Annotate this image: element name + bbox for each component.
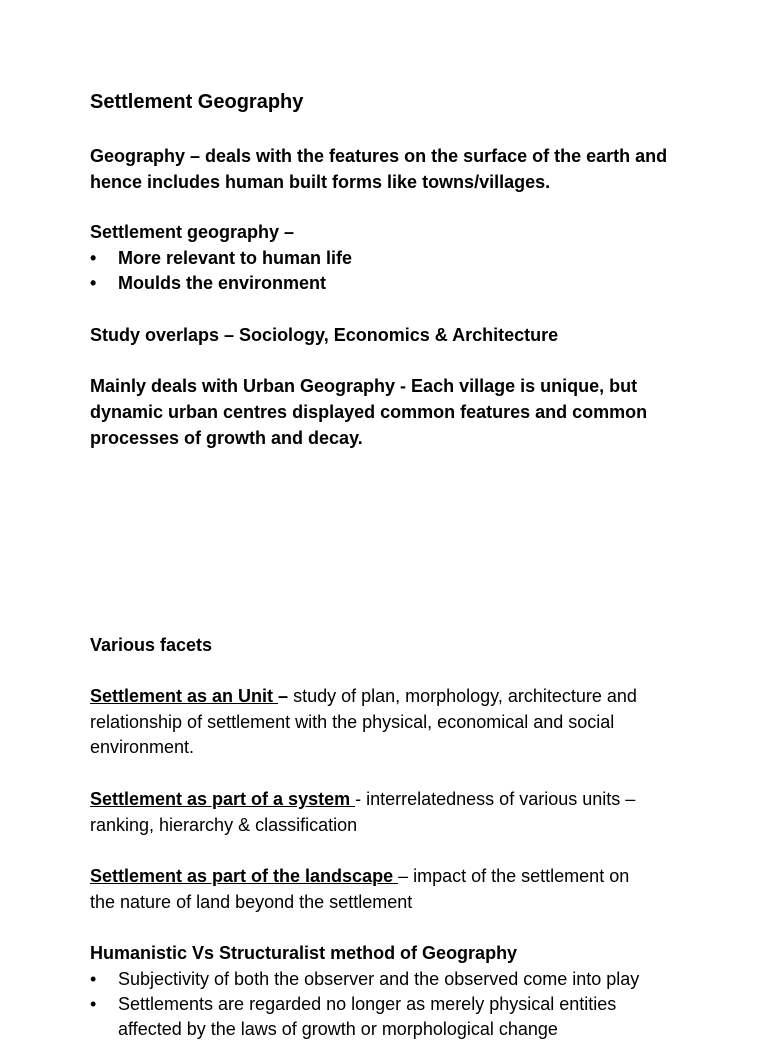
urban-geography-line-3: processes of growth and decay.	[90, 428, 363, 448]
unit-facet-line-3: environment.	[90, 737, 195, 757]
urban-geography-line-2: dynamic urban centres displayed common features and common	[90, 402, 648, 422]
unit-facet-dash: –	[278, 686, 289, 706]
unit-facet-term: Settlement as an Unit	[90, 686, 279, 706]
system-facet-line-2: ranking, hierarchy & classification	[90, 815, 358, 835]
system-facet-description: - interrelatedness of various units –	[355, 789, 636, 809]
landscape-facet-line-1	[90, 863, 629, 889]
study-overlaps-line: Study overlaps – Sociology, Economics & Architecture	[90, 325, 559, 345]
system-facet-line-1	[90, 786, 635, 812]
system-facet-term: Settlement as part of a system	[90, 789, 356, 809]
bullet-glyph: •	[90, 273, 97, 293]
landscape-facet-term: Settlement as part of the landscape	[90, 866, 399, 886]
bullet-glyph: •	[90, 969, 97, 989]
unit-facet-description: study of plan, morphology, architecture and	[288, 686, 637, 706]
unit-facet-line-2: relationship of settlement with the physical, economical and social	[90, 712, 615, 732]
bullet-item: Subjectivity of both the observer and the observed come into play	[118, 969, 640, 989]
geography-definition-line-2: hence includes human built forms like towns/villages.	[90, 172, 551, 192]
settlement-geography-heading: Settlement geography –	[90, 222, 295, 242]
geography-definition-line-1: Geography – deals with the features on the surface of the earth and	[90, 146, 668, 166]
bullet-item: Settlements are regarded no longer as merely physical entities	[118, 994, 617, 1014]
bullet-item: Moulds the environment	[118, 273, 327, 293]
method-heading: Humanistic Vs Structuralist method of Geography	[90, 943, 518, 963]
unit-facet-line-1	[90, 683, 637, 709]
landscape-facet-line-2: the nature of land beyond the settlement	[90, 892, 413, 912]
bullet-item: More relevant to human life	[118, 248, 353, 268]
urban-geography-line-1: Mainly deals with Urban Geography - Each village is unique, but	[90, 376, 638, 396]
page-title: Settlement Geography	[90, 91, 304, 113]
partial-line: affected by the laws of growth or morphological change	[118, 1019, 558, 1039]
bullet-glyph: •	[90, 994, 97, 1014]
landscape-facet-description: – impact of the settlement on	[398, 866, 630, 886]
various-facets-heading: Various facets	[90, 635, 213, 655]
bullet-glyph: •	[90, 248, 97, 268]
